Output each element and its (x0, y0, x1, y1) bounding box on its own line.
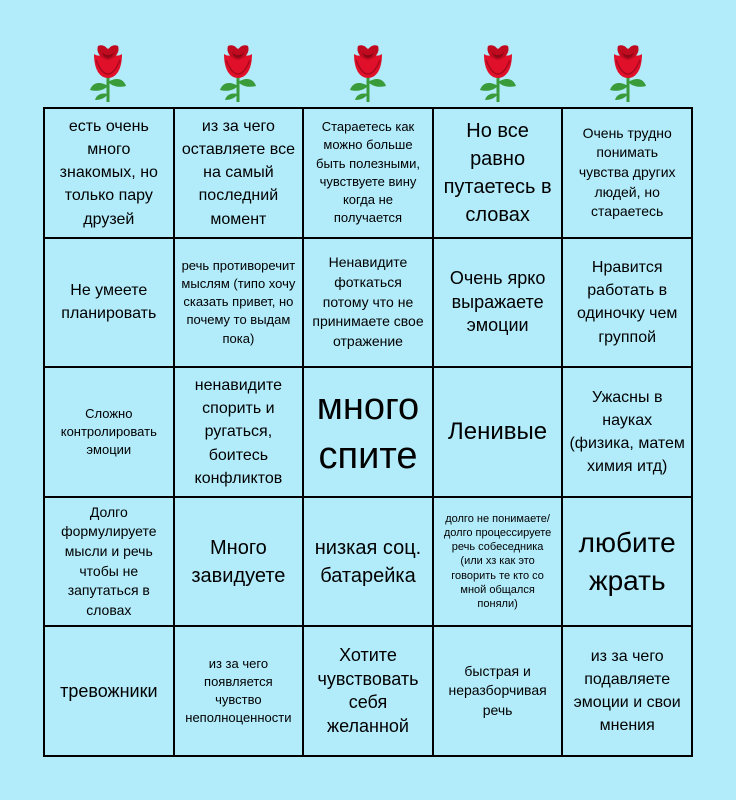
rose-icon (476, 40, 520, 104)
rose-cell (433, 40, 563, 106)
bingo-cell[interactable] (303, 497, 433, 627)
bingo-cell[interactable] (174, 497, 304, 627)
bingo-cell-text: Очень ярко выражаете эмоции (449, 268, 546, 336)
bingo-cell[interactable] (44, 108, 174, 238)
bingo-cell-text: есть очень много знакомых, но только пару друзей (59, 117, 158, 228)
bingo-cell[interactable] (174, 626, 304, 756)
bingo-cell-text: ненавидите спорить и ругаться, боитесь конфликтов (194, 377, 283, 487)
bingo-cell-text: Нравится работать в одиночку чем группой (576, 259, 678, 346)
bingo-board (43, 107, 693, 757)
bingo-cell-text: Стараетесь как можно больше быть полезными, чувствуете вину когда не получается (316, 119, 420, 226)
bingo-cell[interactable] (44, 367, 174, 497)
bingo-cell[interactable] (433, 238, 563, 368)
rose-icon (606, 40, 650, 104)
bingo-cell-text: Но все равно путаетесь в словах (443, 119, 552, 226)
bingo-cell[interactable] (44, 497, 174, 627)
bingo-cell-text: из за чего оставляете все на самый последний момент (181, 117, 295, 228)
rose-cell (173, 40, 303, 106)
bingo-cell-text: Ужасны в науках (физика, матем химия итд) (569, 388, 685, 476)
bingo-cell-text: Не умеете планировать (61, 282, 157, 323)
rose-cell (43, 40, 173, 106)
bingo-cell-text: Долго формулируете мысли и речь чтобы не запутаться в словах (61, 503, 157, 618)
bingo-cell[interactable] (44, 238, 174, 368)
bingo-cell-text: низкая соц. батарейка (314, 536, 422, 587)
rose-icon (346, 40, 390, 104)
bingo-cell-text: тревожники (60, 680, 158, 701)
bingo-cell-text: Ненавидите фоткаться потому что не принимаете свое отражение (312, 254, 424, 349)
bingo-cell-text: Много завидуете (191, 536, 286, 587)
bingo-cell[interactable] (174, 367, 304, 497)
bingo-cell-text: Ленивые (448, 417, 548, 445)
bingo-cell[interactable] (303, 367, 433, 497)
bingo-cell-text: речь противоречит мыслям (типо хочу сказать привет, но почему то выдам пока) (181, 257, 296, 346)
rose-icon (86, 40, 130, 104)
bingo-cell[interactable] (174, 238, 304, 368)
bingo-cell-text: Сложно контролировать эмоции (60, 405, 157, 458)
bingo-cell[interactable] (303, 238, 433, 368)
rose-cell (303, 40, 433, 106)
bingo-cell-text: Хотите чувствовать себя желанной (317, 645, 419, 736)
bingo-cell[interactable] (433, 626, 563, 756)
bingo-cell[interactable] (433, 108, 563, 238)
rose-icon (216, 40, 260, 104)
bingo-cell[interactable] (44, 626, 174, 756)
bingo-cell-text: из за чего появляется чувство неполноценности (185, 655, 292, 726)
bingo-cell[interactable] (562, 497, 692, 627)
bingo-cell[interactable] (562, 108, 692, 238)
bingo-cell-text: быстрая и неразборчивая речь (448, 662, 547, 718)
bingo-cell-text: Очень трудно понимать чувства других людей, но стараетесь (578, 124, 676, 220)
bingo-cell-text: много спите (316, 385, 420, 477)
bingo-cell[interactable] (174, 108, 304, 238)
bingo-cell-text: любите жрать (578, 526, 676, 596)
rose-cell (563, 40, 693, 106)
header-roses (43, 40, 693, 106)
bingo-cell[interactable] (562, 238, 692, 368)
bingo-cell[interactable] (303, 626, 433, 756)
bingo-cell[interactable] (562, 626, 692, 756)
bingo-cell[interactable] (433, 497, 563, 627)
bingo-cell-text: из за чего подавляете эмоции и свои мнения (573, 647, 681, 735)
bingo-cell-text: долго не понимаете/долго процессируете речь собеседника (или хз как это говорить те кто со мной общался поняли) (443, 512, 552, 611)
bingo-cell[interactable] (433, 367, 563, 497)
bingo-cell[interactable] (562, 367, 692, 497)
bingo-cell[interactable] (303, 108, 433, 238)
